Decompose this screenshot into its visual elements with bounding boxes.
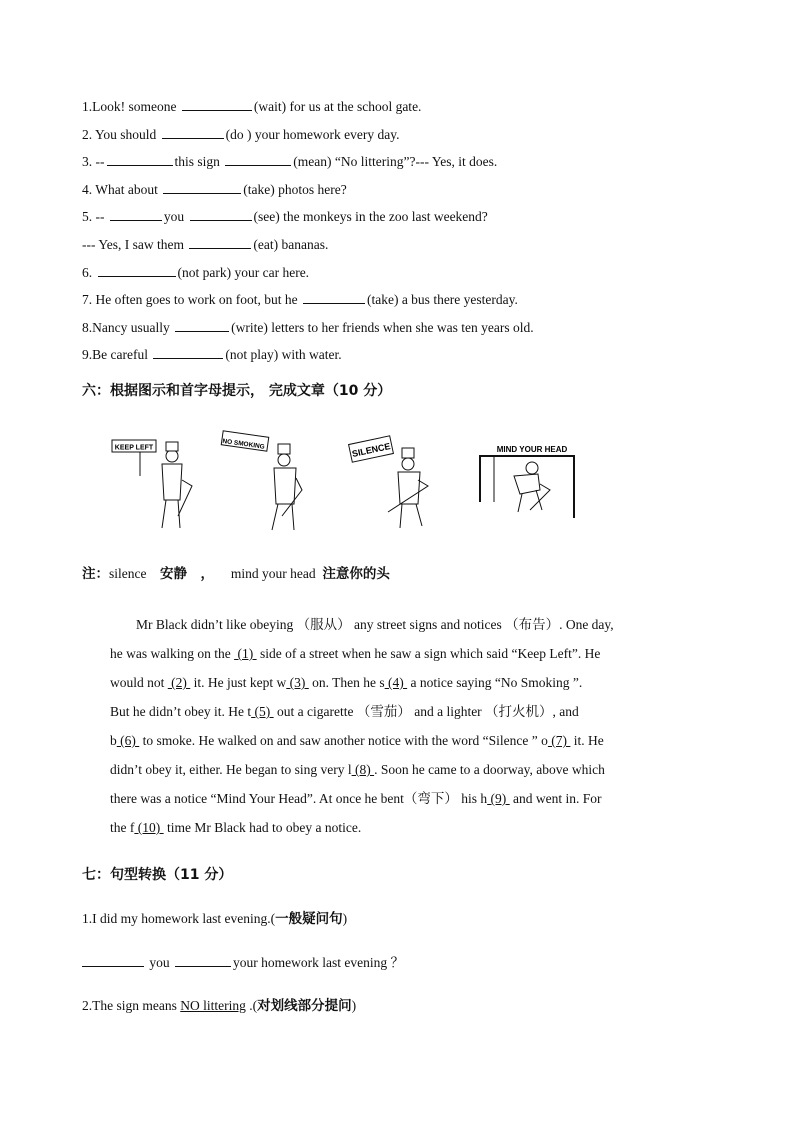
sign-mind-your-head: MIND YOUR HEAD [496,445,568,454]
exercise-item: 3. -- this sign (mean) “No littering”?--- Yes, it does. [82,154,498,169]
section-6-title: 六：根据图示和首字母提示， 完成文章（10 分） [82,383,392,399]
answer-blank[interactable] [98,264,176,277]
passage-line: didn’t obey it, either. He began to sing very l (8) . Soon he came to a doorway, above which [110,762,605,777]
cloze-blank[interactable]: (2) [167,675,191,690]
keep-left-picture [112,440,192,528]
answer-blank[interactable] [163,181,241,194]
cloze-blank[interactable]: (10) [134,820,164,835]
cloze-blank[interactable]: (9) [487,791,510,806]
sign-illustrations [100,420,600,538]
cloze-blank[interactable]: (7) [547,733,571,748]
answer-blank[interactable] [175,954,231,967]
passage-line: would not (2) it. He just kept w (3) on. Then he s (4) a notice saying “No Smoking ”. [110,675,583,690]
cloze-blank[interactable]: (5) [251,704,274,719]
passage-line: the f (10) time Mr Black had to obey a notice. [110,820,362,835]
exercise-item: 7. He often goes to work on foot, but he (take) a bus there yesterday. [82,292,518,307]
vocab-note: 注：silence 安静 ， mind your head 注意你的头 [82,566,390,582]
section-7-title: 七：句型转换（11 分） [82,867,233,883]
q7-2: 2.The sign means NO littering .(对划线部分提问) [82,998,357,1014]
passage-line: But he didn’t obey it. He t (5) out a cigarette （雪茄） and a lighter （打火机）, and [110,704,579,719]
q7-1: 1.I did my homework last evening.(一般疑问句) [82,911,348,927]
exercise-item: 1.Look! someone (wait) for us at the school gate. [82,99,422,114]
cloze-passage [110,610,710,842]
mind-your-head-picture [480,445,574,518]
answer-blank[interactable] [182,98,252,111]
exercise-item: 9.Be careful (not play) with water. [82,347,342,362]
silence-picture [349,436,428,528]
answer-blank[interactable] [107,153,173,166]
sign-keep-left: KEEP LEFT [114,444,154,452]
answer-blank[interactable] [190,208,252,221]
exercise-item: 8.Nancy usually (write) letters to her friends when she was ten years old. [82,320,534,335]
exercise-item: 2. You should (do ) your homework every day. [82,127,400,142]
passage-line: there was a notice “Mind Your Head”. At once he bent（弯下） his h (9) and went in. For [110,791,602,806]
q7-1-answer: you your homework last evening ？ [82,951,404,971]
cloze-blank[interactable]: (3) [286,675,309,690]
answer-blank[interactable] [175,319,229,332]
answer-blank[interactable] [110,208,162,221]
cloze-blank[interactable]: (8) [351,762,375,777]
passage-line: Mr Black didn’t like obeying （服从） any street signs and notices （布告）. One day, [136,617,614,632]
answer-blank[interactable] [82,954,144,967]
no-smoking-picture [221,431,302,530]
sign-silence: SILENCE [351,441,392,459]
answer-blank[interactable] [189,236,251,249]
passage-line: he was walking on the (1) side of a street when he saw a sign which said “Keep Left”. He [110,646,601,661]
answer-blank[interactable] [225,153,291,166]
answer-blank[interactable] [162,126,224,139]
exercise-item: 4. What about (take) photos here? [82,182,347,197]
cloze-blank[interactable]: (1) [234,646,257,661]
cloze-blank[interactable]: (6) [116,733,140,748]
passage-line: b (6) to smoke. He walked on and saw another notice with the word “Silence ” o (7) it. He [110,733,604,748]
exercise-item: --- Yes, I saw them (eat) bananas. [82,237,329,252]
sign-no-smoking: NO SMOKING [221,437,266,451]
answer-blank[interactable] [153,346,223,359]
answer-blank[interactable] [303,291,365,304]
exercise-item: 5. -- you (see) the monkeys in the zoo last weekend? [82,209,488,224]
exercise-item: 6. (not park) your car here. [82,265,310,280]
cloze-blank[interactable]: (4) [384,675,408,690]
